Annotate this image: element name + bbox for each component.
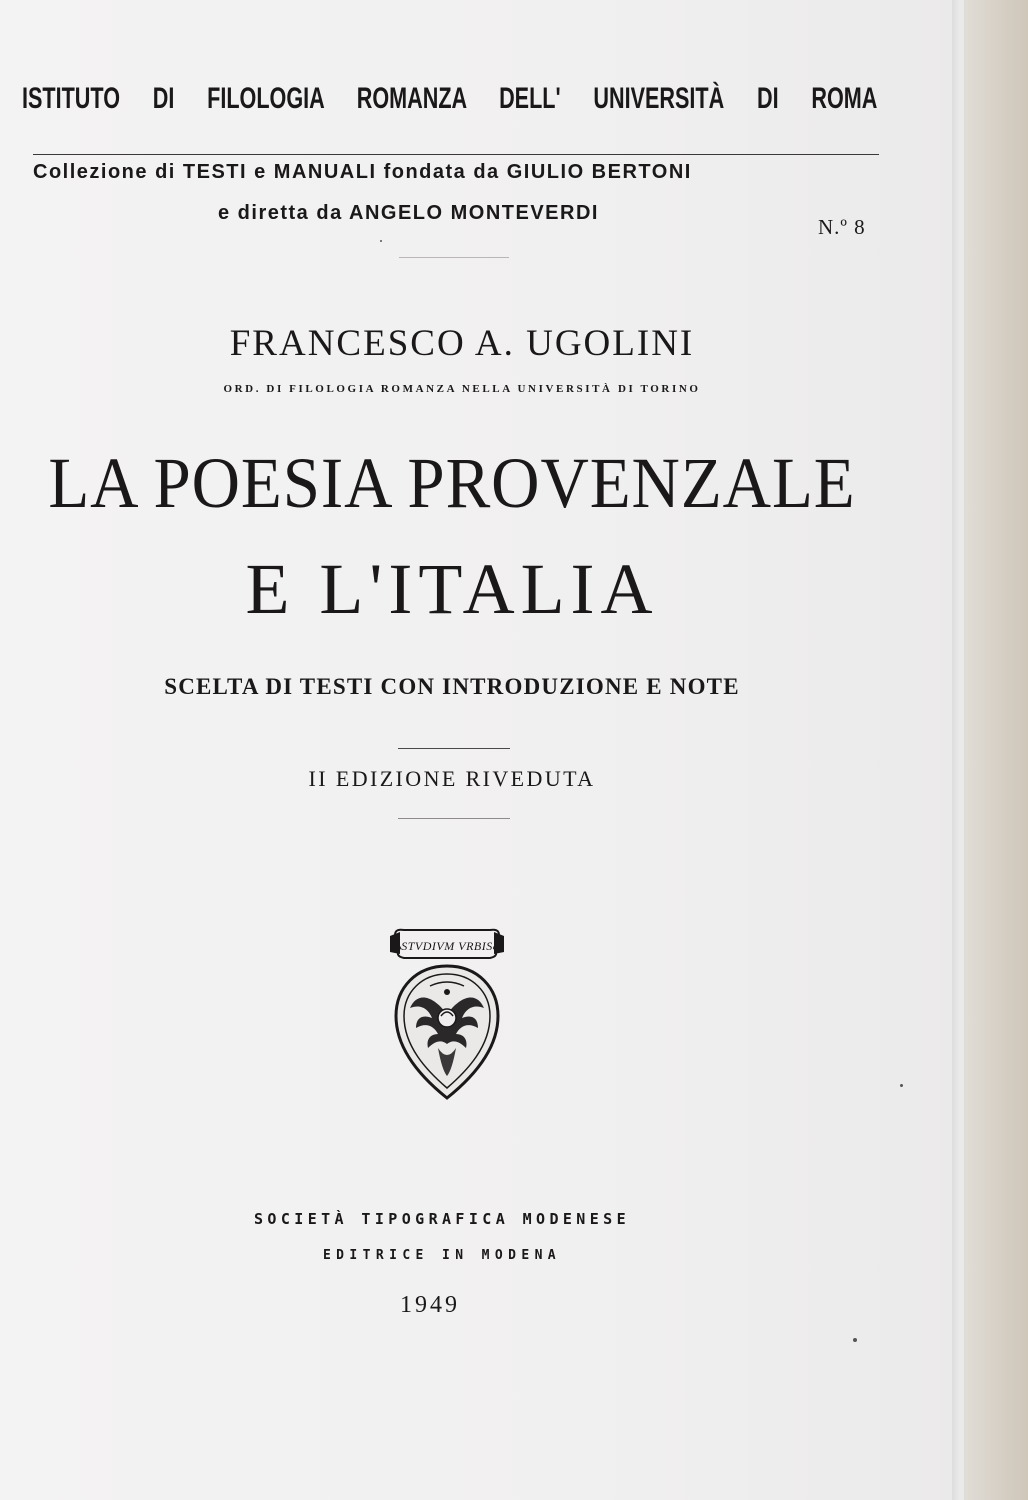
publication-year: 1949 — [400, 1292, 460, 1318]
edition-statement: II EDIZIONE RIVEDUTA — [308, 766, 596, 791]
book-title-line-2: E L'ITALIA — [245, 549, 659, 629]
collection-line-1: Collezione di TESTI e MANUALI fondata da GIULIO BERTONI — [33, 161, 692, 183]
header-divider — [399, 257, 509, 258]
print-speck — [853, 1338, 857, 1342]
page-edge — [955, 0, 1028, 1500]
page-edge-shadow — [952, 0, 960, 1500]
emblem-motto: STVDIVM VRBIS — [401, 939, 493, 953]
edition-rule-top — [398, 748, 510, 749]
header-rule — [33, 154, 879, 155]
institute-heading-text: ISTITUTO DI FILOLOGIA ROMANZA DELL' UNIVERSITÀ DI ROMA — [22, 82, 878, 115]
book-subtitle: SCELTA DI TESTI CON INTRODUZIONE E NOTE — [164, 674, 740, 699]
series-number: N.º 8 — [818, 215, 866, 239]
publisher-name: SOCIETÀ TIPOGRAFICA MODENESE — [253, 1210, 631, 1228]
print-speck — [380, 240, 382, 242]
collection-line-2: e diretta da ANGELO MONTEVERDI — [218, 202, 599, 224]
print-speck — [900, 1084, 903, 1087]
institute-heading — [22, 82, 878, 116]
book-title-line-1: LA POESIA PROVENZALE — [48, 443, 856, 523]
university-emblem — [386, 922, 508, 1104]
author-affiliation: ORD. DI FILOLOGIA ROMANZA NELLA UNIVERSITÀ DI TORINO — [223, 383, 701, 395]
author-name: FRANCESCO A. UGOLINI — [229, 323, 695, 364]
edition-rule-bottom — [398, 818, 510, 819]
publisher-place: EDITRICE IN MODENA — [322, 1248, 562, 1263]
